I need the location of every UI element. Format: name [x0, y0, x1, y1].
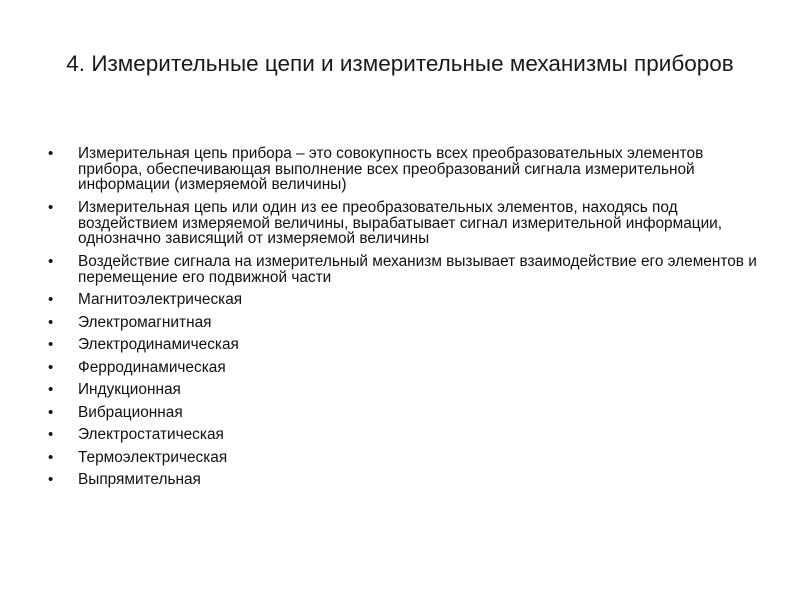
list-item: [48, 472, 760, 488]
list-item-text: Вибрационная: [78, 403, 183, 421]
bullet-dot-icon: •: [48, 198, 54, 216]
list-item: [48, 292, 760, 308]
list-item-text: Воздействие сигнала на измерительный механизм вызывает взаимодействие его элементов и перемещение его подвижной части: [78, 252, 757, 286]
bullet-dot-icon: •: [48, 145, 54, 162]
list-item: [48, 337, 760, 353]
list-item-text: Измерительная цепь или один из ее преобразовательных элементов, находясь под воздействием измеряемой величины, вырабатывает сигнал измерительной информации, однозначно зависящий от измеряемой величины: [78, 198, 723, 248]
list-item-text: Ферродинамическая: [78, 358, 226, 376]
list-item: [48, 450, 760, 466]
list-item-text: Электромагнитная: [78, 313, 212, 331]
list-item: [48, 254, 760, 285]
slide-title: 4. Измерительные цепи и измерительные механизмы приборов: [66, 51, 734, 76]
bullet-list: [48, 146, 760, 495]
list-item: [48, 360, 760, 376]
bullet-dot-icon: •: [48, 381, 54, 399]
bullet-dot-icon: •: [48, 358, 54, 376]
list-item: [48, 146, 760, 193]
list-item: [48, 405, 760, 421]
list-item-text: Выпрямительная: [78, 471, 201, 489]
list-item: [48, 382, 760, 398]
list-item: [48, 315, 760, 331]
bullet-dot-icon: •: [48, 252, 54, 270]
list-item-text: Измерительная цепь прибора – это совокупность всех преобразовательных элементов прибора, обеспечивающая выполнение всех преобразований сигнала измерительной информации (измеряемой величины): [78, 145, 704, 194]
list-item-text: Электродинамическая: [78, 336, 239, 354]
list-item: [48, 200, 760, 247]
list-item-text: Термоэлектрическая: [78, 448, 228, 466]
bullet-dot-icon: •: [48, 403, 54, 421]
bullet-dot-icon: •: [48, 426, 54, 444]
bullet-dot-icon: •: [48, 313, 54, 331]
list-item: [48, 427, 760, 443]
bullet-dot-icon: •: [48, 448, 54, 466]
bullet-dot-icon: •: [48, 336, 54, 354]
list-item-text: Электростатическая: [78, 426, 224, 444]
bullet-dot-icon: •: [48, 471, 54, 489]
list-item-text: Магнитоэлектрическая: [78, 291, 243, 309]
bullet-dot-icon: •: [48, 291, 54, 309]
list-item-text: Индукционная: [78, 381, 181, 399]
